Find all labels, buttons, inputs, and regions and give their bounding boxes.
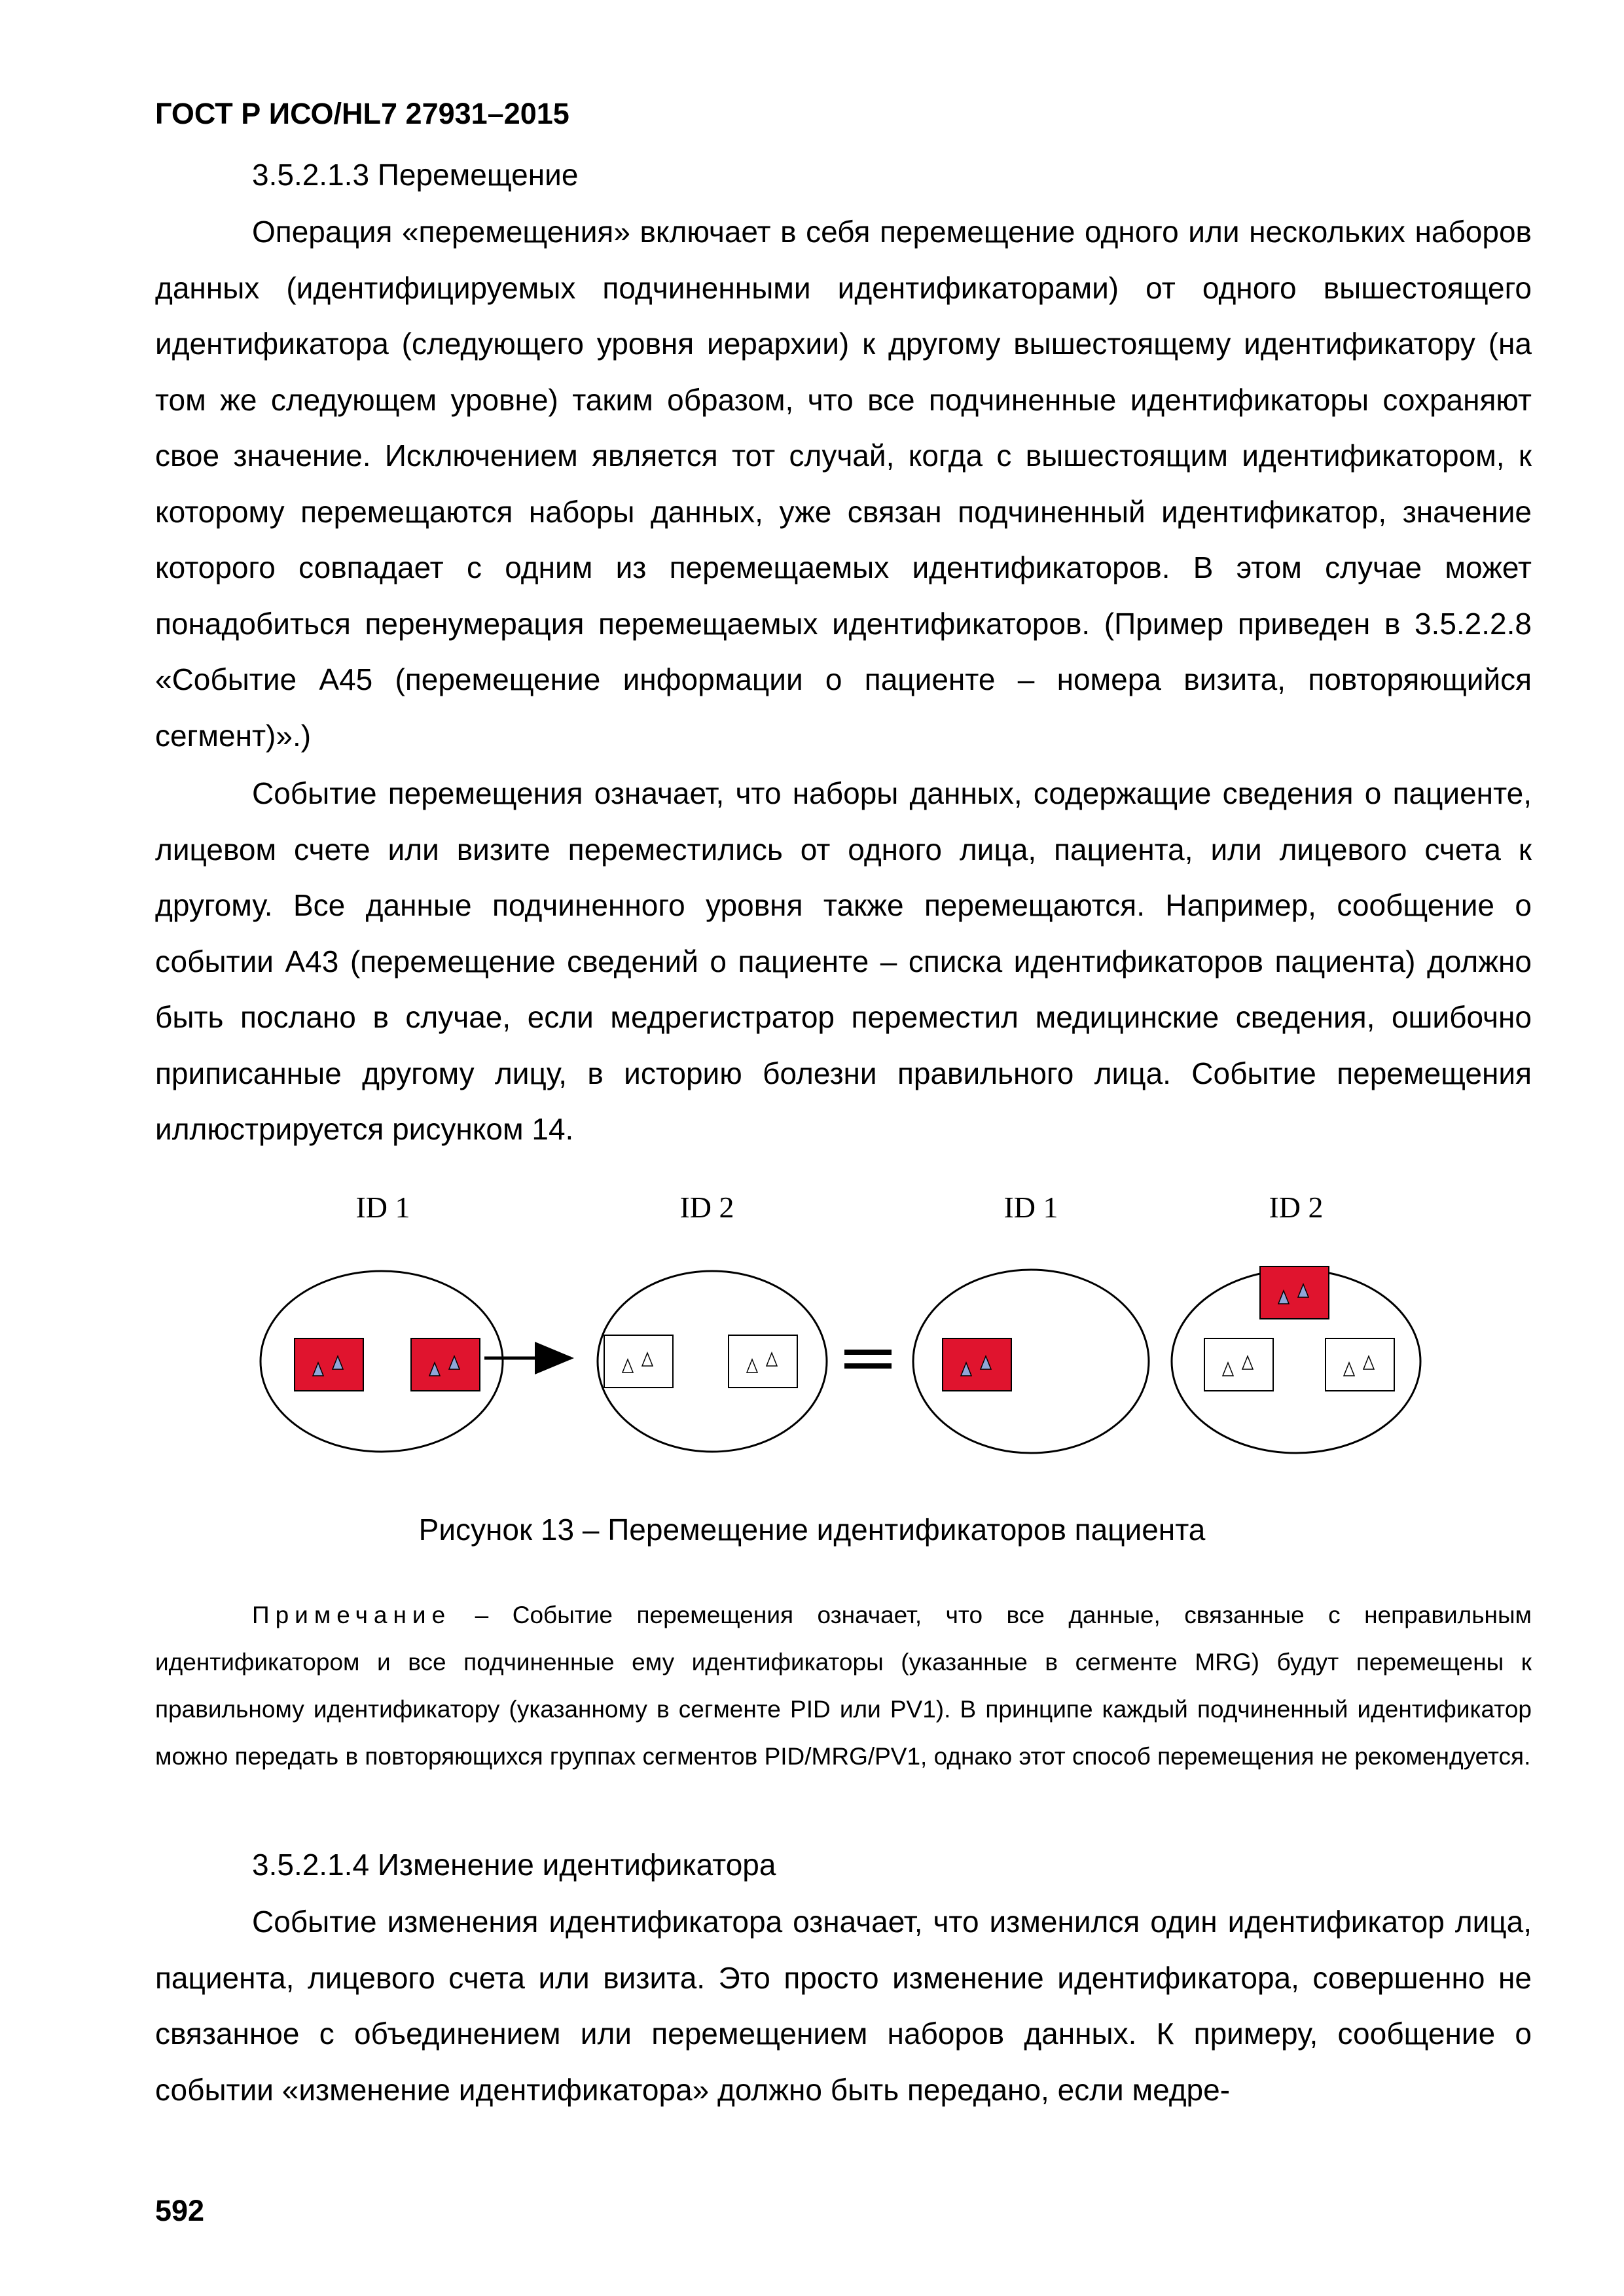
figure-label-id2-after: ID 2: [1269, 1191, 1324, 1224]
note-label: Примечание: [252, 1602, 452, 1628]
equals-sign: [844, 1350, 892, 1369]
white-identifier-box: [1326, 1338, 1394, 1391]
figure-caption: Рисунок 13 – Перемещение идентификаторов пациента: [418, 1513, 1206, 1547]
red-identifier-box: [295, 1338, 363, 1391]
section-heading-id-change: 3.5.2.1.4 Изменение идентификатора: [252, 1848, 776, 1882]
white-identifier-box: [1204, 1338, 1273, 1391]
figure-label-id1-after: ID 1: [1003, 1191, 1058, 1224]
white-identifier-box: [604, 1335, 673, 1388]
figure-label-id1-before: ID 1: [355, 1191, 410, 1224]
figure-identifier-move-diagram: [249, 1178, 1453, 1479]
red-identifier-box: [943, 1338, 1011, 1391]
note-paragraph: [155, 1592, 1532, 1780]
section-heading-move: 3.5.2.1.3 Перемещение: [252, 158, 579, 192]
red-identifier-box: [411, 1338, 480, 1391]
moved-red-identifier-box: [1260, 1266, 1329, 1319]
paragraph-move-event: Событие перемещения означает, что наборы данных, содержащие сведения о пациенте, лицевом счете или визите переместились от одного лица, пациента, или лицевого счета к другому. Все данные подчиненного уровня также перемещаются. Например, сообщение о событии А43 (перемещение сведений о пациенте – списка идентификаторов пациента) должно быть послано в случае, если медрегистратор переместил медицинские сведения, ошибочно приписанные другому лицу, в историю болезни правильного лица. Событие перемещения иллюстрируется рисунком 14.: [155, 776, 1532, 1146]
document-header: ГОСТ Р ИСО/HL7 27931–2015: [155, 97, 569, 130]
paragraph-id-change-event: Событие изменения идентификатора означает, что изменился один идентификатор лица, пациента, лицевого счета или визита. Это просто изменение идентификатора, совершенно не связанное с объединением или перемещением наборов данных. К примеру, сообщение о событии «изменение идентификатора» должно быть передано, если медре-: [155, 1905, 1532, 2107]
paragraph-move-operation: Операция «перемещения» включает в себя перемещение одного или нескольких наборов данных (идентифицируемых подчиненными идентификаторами) от одного вышестоящего идентификатора (следующего уровня иерархии) к другому вышестоящему идентификатору (на том же следующем уровне) таким образом, что все подчиненные идентификаторы сохраняют свое значение. Исключением является тот случай, когда с вышестоящим идентификатором, к которому перемещаются наборы данных, уже связан подчиненный идентификатор, значение которого совпадает с одним из перемещаемых идентификаторов. В этом случае может понадобиться перенумерация перемещаемых идентификаторов. (Пример приведен в 3.5.2.2.8 «Событие А45 (перемещение информации о пациенте – номера визита, повторяющийся сегмент)».): [155, 215, 1532, 753]
figure-label-id2-before: ID 2: [679, 1191, 734, 1224]
note-text: – Событие перемещения означает, что все данные, связанные с неправильным идентификатором и все подчиненные ему идентификаторы (указанные в сегменте MRG) будут перемещены к правильному идентификатору (указанному в сегменте PID или PV1). В принципе каждый подчиненный идентификатор можно передать в повторяющихся группах сегментов PID/MRG/PV1, однако этот способ перемещения не рекомендуется.: [155, 1602, 1532, 1770]
page-number: 592: [155, 2194, 205, 2227]
white-identifier-box: [729, 1335, 797, 1388]
